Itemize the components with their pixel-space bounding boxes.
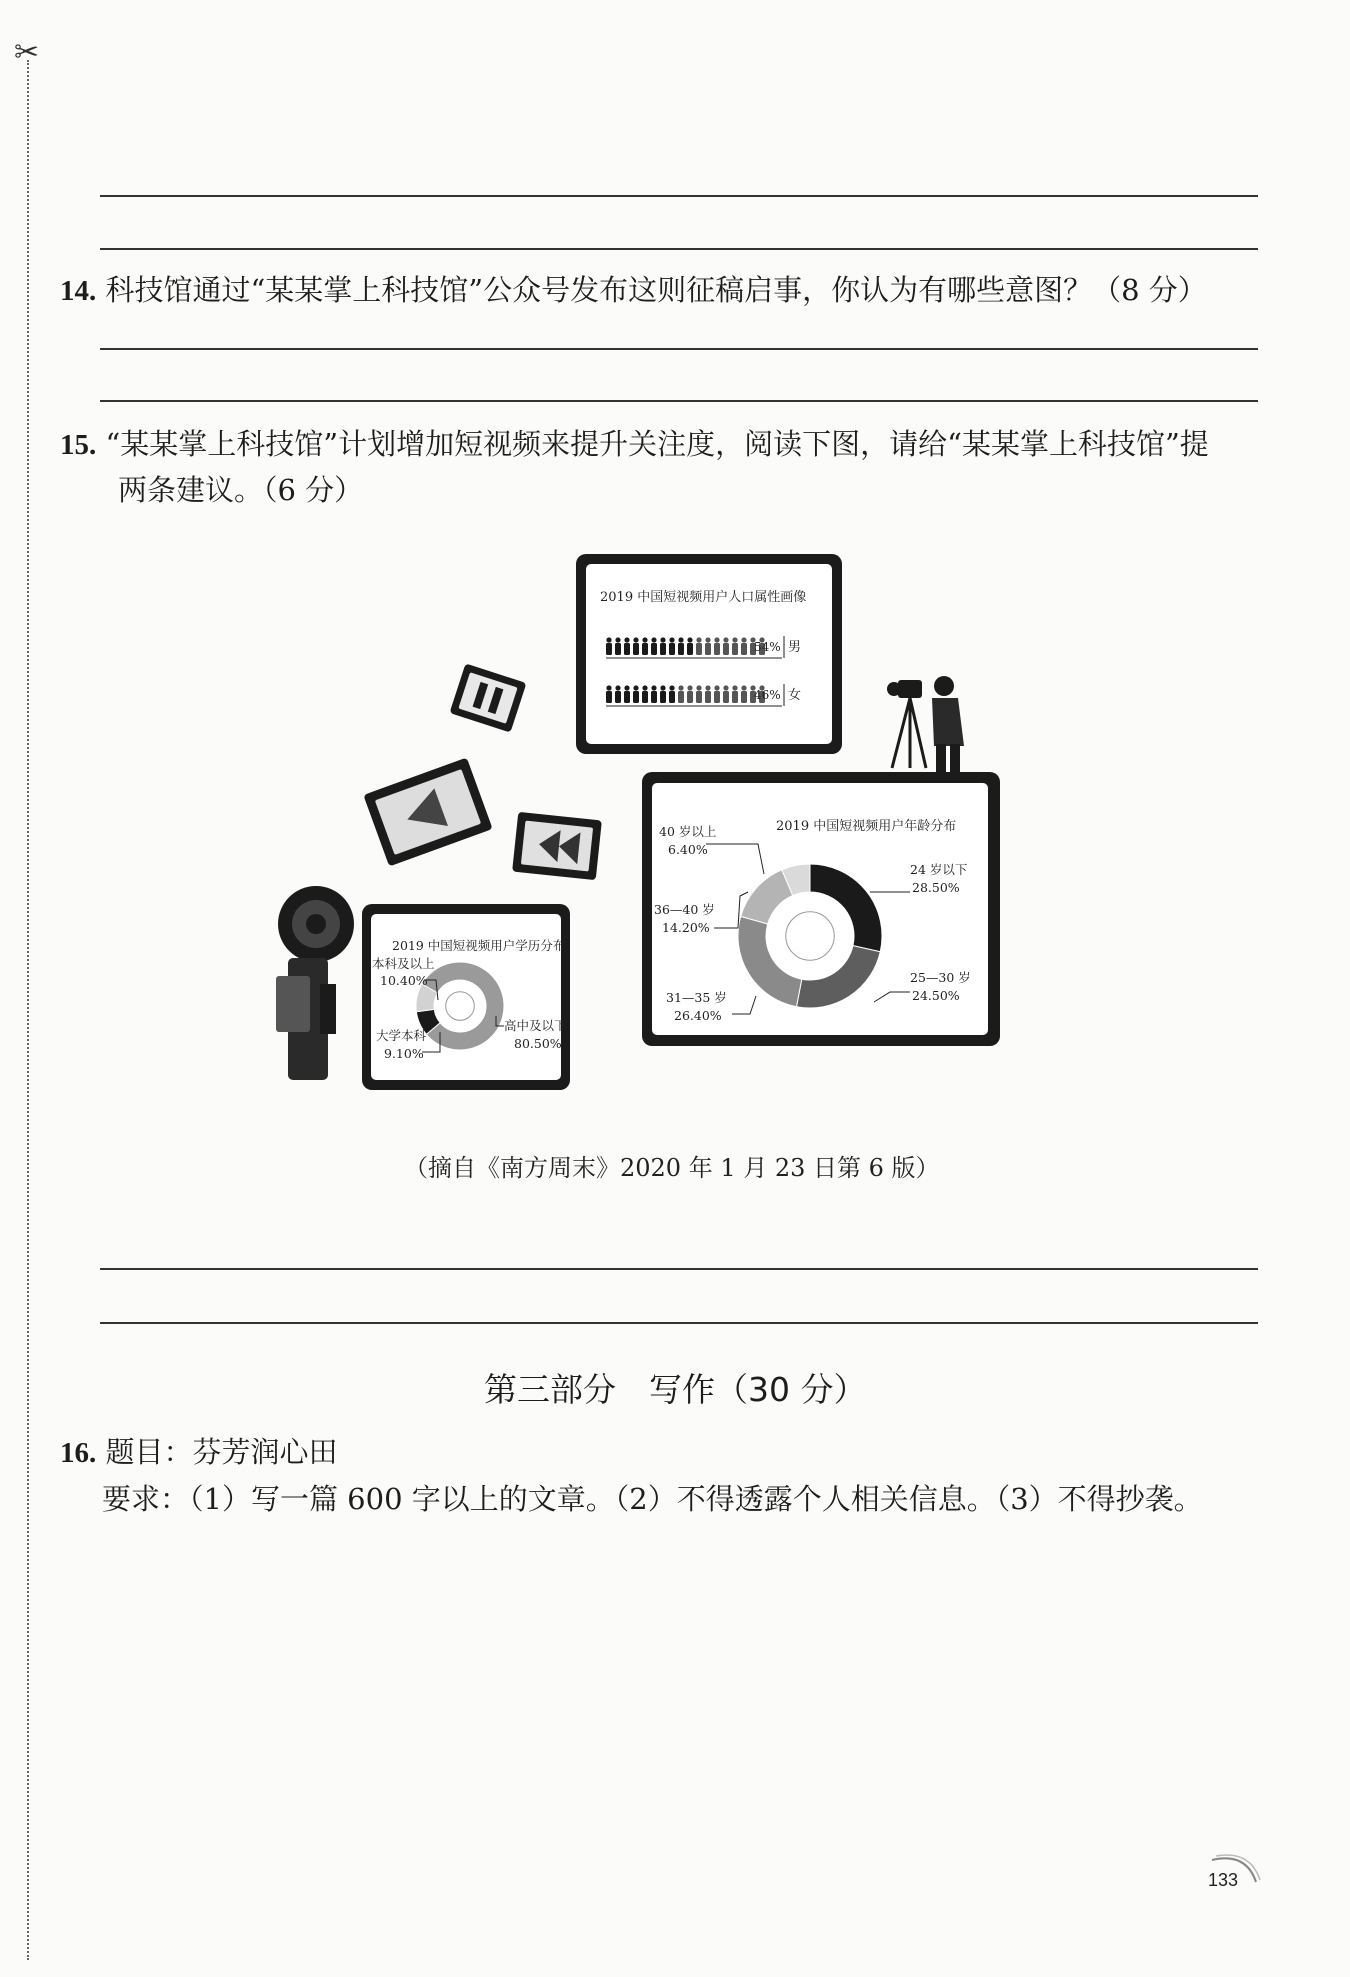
age-label-40plus: 40 岁以上 — [659, 824, 717, 839]
person-icon — [696, 637, 702, 655]
person-icon — [714, 685, 720, 703]
question-number: 16. — [60, 1437, 97, 1469]
person-icon — [606, 637, 612, 655]
person-icon — [651, 685, 657, 703]
person-icon — [633, 685, 639, 703]
answer-line — [100, 195, 1258, 197]
question-text: “某某掌上科技馆”计划增加短视频来提升关注度，阅读下图，请给“某某掌上科技馆”提 — [105, 427, 1209, 461]
infographic — [270, 540, 1010, 1110]
edu-label-high-school: 高中及以下 — [504, 1018, 567, 1033]
person-icon — [741, 637, 747, 655]
person-icon — [705, 685, 711, 703]
age-label-25-30: 25—30 岁 — [910, 970, 971, 985]
play-icon — [363, 757, 492, 866]
age-value-under24: 28.50% — [912, 880, 960, 895]
question-number: 14. — [60, 275, 97, 307]
gender-category-label: 女 — [788, 688, 802, 703]
infographic-source: （摘自《南方周末》2020 年 1 月 23 日第 6 版） — [404, 1154, 940, 1182]
person-icon — [606, 685, 612, 703]
question-16-requirements: 要求：（1）写一篇 600 字以上的文章。（2）不得透露个人相关信息。（3）不得抄袭。 — [102, 1482, 1203, 1516]
edu-value-bachelor-plus: 10.40% — [380, 973, 428, 988]
person-icon — [615, 685, 621, 703]
person-icon — [660, 637, 666, 655]
question-15 — [60, 424, 1209, 465]
age-value-40plus: 6.40% — [668, 842, 708, 857]
person-icon — [714, 637, 720, 655]
age-label-under24: 24 岁以下 — [910, 862, 968, 877]
question-14 — [60, 270, 1207, 311]
age-value-36-40: 14.20% — [662, 920, 710, 935]
person-icon — [624, 685, 630, 703]
education-card — [362, 904, 570, 1090]
question-number: 15. — [60, 429, 97, 461]
gender-value-label: 54% — [754, 640, 781, 654]
person-icon — [669, 637, 675, 655]
answer-line — [100, 348, 1258, 350]
person-icon — [687, 685, 693, 703]
person-icon — [624, 637, 630, 655]
answer-line — [100, 400, 1258, 402]
person-icon — [696, 685, 702, 703]
person-icon — [705, 637, 711, 655]
person-icon — [732, 637, 738, 655]
age-value-31-35: 26.40% — [674, 1008, 722, 1023]
rewind-icon — [512, 812, 602, 880]
education-chart-title: 2019 中国短视频用户学历分布 — [392, 938, 566, 953]
question-16 — [60, 1432, 337, 1473]
page-number: 133 — [1208, 1870, 1239, 1890]
person-icon — [660, 685, 666, 703]
question-text: 科技馆通过“某某掌上科技馆”公众号发布这则征稿启事，你认为有哪些意图？（8 分） — [105, 273, 1207, 307]
camera-operator-icon — [887, 676, 964, 772]
person-icon — [678, 637, 684, 655]
scissors-icon: ✂ — [14, 35, 40, 70]
section-title: 第三部分 写作（30 分） — [484, 1370, 867, 1409]
question-topic: 题目：芬芳润心田 — [105, 1435, 338, 1469]
edu-value-high-school: 80.50% — [514, 1036, 562, 1051]
person-icon — [642, 637, 648, 655]
person-icon — [723, 685, 729, 703]
age-label-36-40: 36—40 岁 — [654, 902, 715, 917]
edu-label-bachelor-plus: 本科及以上 — [372, 956, 435, 971]
age-value-25-30: 24.50% — [912, 988, 960, 1003]
gender-value-label: 46% — [754, 688, 781, 702]
question-15-line2: 两条建议。（6 分） — [118, 473, 364, 507]
person-icon — [669, 685, 675, 703]
person-icon — [741, 685, 747, 703]
answer-line — [100, 1322, 1258, 1324]
person-icon — [678, 685, 684, 703]
age-card — [642, 772, 1000, 1046]
person-icon — [615, 637, 621, 655]
edu-value-undergrad: 9.10% — [384, 1046, 424, 1061]
person-icon — [651, 637, 657, 655]
person-icon — [633, 637, 639, 655]
cut-line — [27, 60, 29, 1960]
person-icon — [642, 685, 648, 703]
answer-line — [100, 1268, 1258, 1270]
gender-category-label: 男 — [788, 640, 802, 655]
video-camera-icon — [276, 886, 354, 1080]
person-icon — [687, 637, 693, 655]
pause-icon — [450, 663, 527, 732]
answer-line — [100, 248, 1258, 250]
gender-chart-title: 2019 中国短视频用户人口属性画像 — [600, 590, 807, 605]
age-chart-title: 2019 中国短视频用户年龄分布 — [776, 819, 957, 834]
edu-label-undergrad: 大学本科 — [376, 1028, 427, 1043]
age-label-31-35: 31—35 岁 — [666, 990, 727, 1005]
gender-card — [576, 554, 842, 754]
person-icon — [723, 637, 729, 655]
person-icon — [732, 685, 738, 703]
